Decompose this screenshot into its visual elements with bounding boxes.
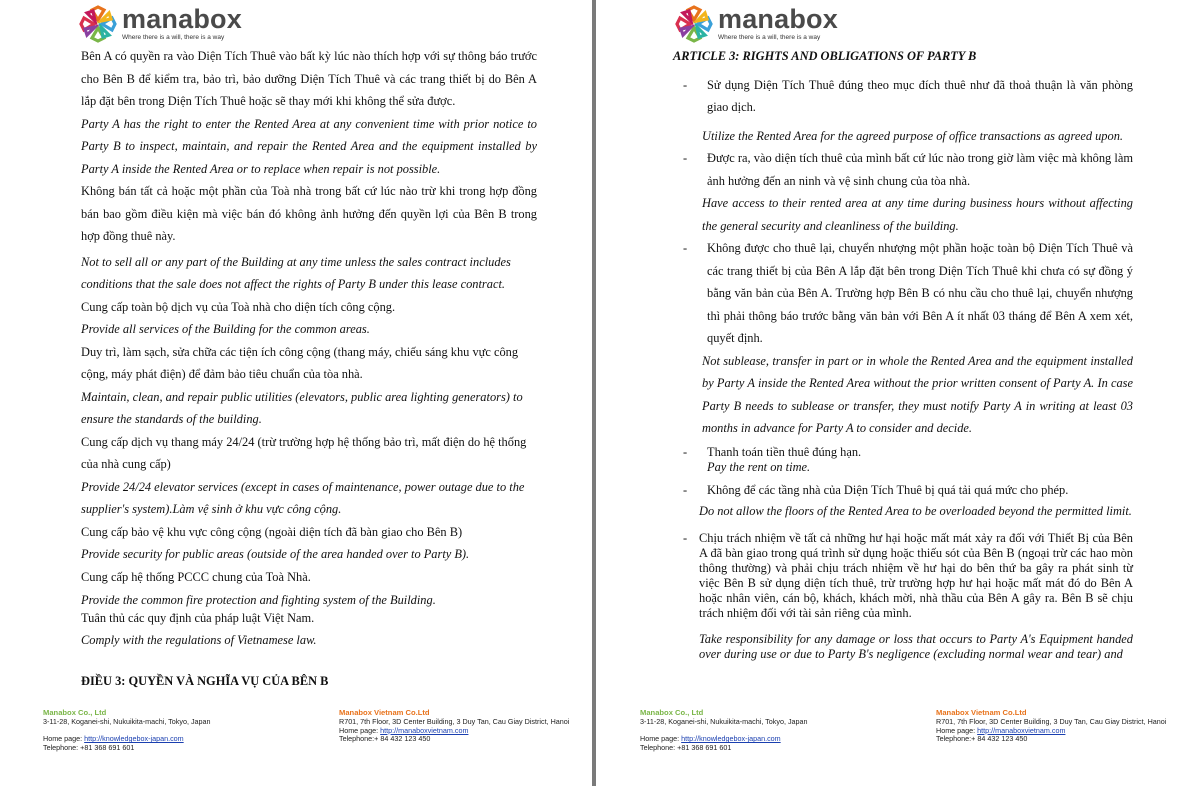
paragraph: Tuân thủ các quy định của pháp luật Việt Nam. xyxy=(81,611,315,625)
footer-link-jp[interactable]: http://knowledgebox-japan.com xyxy=(84,734,184,744)
paragraph: Provide 24/24 elevator services (except in cases of maintenance, power outage due to the supplier's system).Làm vệ sinh ở khu vực công cộng. xyxy=(81,479,525,516)
paragraph: Party A has the right to enter the Rented Area at any convenient time with prior notice to Party B to inspect, maintain, and repair the Rented Area and the equipment installed by Party A inside the Rented Area or to replace when repair is not possible. xyxy=(81,116,537,176)
manabox-flower-icon xyxy=(78,4,118,44)
footer-home-label: Home page: xyxy=(936,725,978,735)
list-item: - Chịu trách nhiệm về tất cả những hư hại hoặc mất mát xảy ra đối với Thiết Bị của Bên A đã bàn giao trong quá trình sử dụng hoặc thiếu sót của Bên B (ngoại trừ các hao mòn thông thường) và phải chịu trách nhiệm về hư hại do bên thứ ba gây ra phát sinh từ việc Bên B sử dụng diện tích thuê, trừ trường hợp hư hại hoặc mất mát đó do Bên A hoặc nhân viên, cán bộ, khách, khách mời, nhà thầu của Bên A gây ra. Bên B sẽ chịu trách nhiệm đối với tài sản riêng của mình. xyxy=(683,531,1133,620)
manabox-logo xyxy=(674,4,838,44)
brand-tagline: Where there is a will, there is a way xyxy=(718,34,821,41)
footer-home-label: Home page: xyxy=(640,734,682,744)
paragraph: Not to sell all or any part of the Building at any time unless the sales contract includes conditions that the sale does not affect the rights of Party B under this lease contract. xyxy=(81,254,511,291)
footer-company-vn: Manabox Vietnam Co.Ltd xyxy=(339,708,430,717)
paragraph: Cung cấp dịch vụ thang máy 24/24 (trừ trường hợp hệ thống bảo trì, mất điện do hệ thống của nhà cung cấp) xyxy=(81,434,527,471)
paragraph: Comply with the regulations of Vietnamese law. xyxy=(81,633,317,647)
left-body xyxy=(81,45,537,692)
paragraph: Not sublease, transfer in part or in whole the Rented Area and the equipment installed by Party A inside the Rented Area without the prior written consent of Party A. In case Party B needs to sublease or transfer, they must notify Party A in writing at least 03 months in advance for Party A to consider and decide. xyxy=(702,353,1133,435)
footer-company-jp: Manabox Co., Ltd xyxy=(43,708,107,717)
footer-company-jp: Manabox Co., Ltd xyxy=(640,708,704,717)
document-page-left xyxy=(0,0,592,786)
paragraph: Utilize the Rented Area for the agreed purpose of office transactions as agreed upon. xyxy=(702,128,1123,143)
footer-home-label: Home page: xyxy=(43,734,85,744)
footer-company-vn: Manabox Vietnam Co.Ltd xyxy=(936,708,1027,717)
footer-link-jp[interactable]: http://knowledgebox-japan.com xyxy=(681,734,781,744)
manabox-flower-icon xyxy=(674,4,714,44)
footer-address-jp: 3-11-28, Koganei-shi, Nukuikita-machi, Tokyo, Japan xyxy=(43,716,211,726)
paragraph: Duy trì, làm sạch, sửa chữa các tiện ích công cộng (thang máy, chiếu sáng khu vực công cộng, máy phát điện) để đảm bảo tiêu chuẩn của tòa nhà. xyxy=(81,344,519,381)
brand-name: manabox xyxy=(718,4,838,34)
paragraph: Provide the common fire protection and fighting system of the Building. xyxy=(81,593,436,607)
footer-phone-jp: Telephone: +81 368 691 601 xyxy=(43,743,135,753)
right-body xyxy=(673,45,1133,662)
list-item: - Sử dụng Diện Tích Thuê đúng theo mục đích thuê như đã thoả thuận là văn phòng giao dịch. xyxy=(683,77,1133,114)
paragraph: Have access to their rented area at any time during business hours without affecting the general security and cleanliness of the building. xyxy=(702,196,1133,233)
footer-phone-jp: Telephone: +81 368 691 601 xyxy=(640,743,732,753)
document-page-right xyxy=(596,0,1189,786)
list-item: - Thanh toán tiền thuê đúng hạn. Pay the rent on time. xyxy=(683,444,862,474)
paragraph: Cung cấp hệ thống PCCC chung của Toà Nhà. xyxy=(81,569,311,584)
footer-link-vn[interactable]: http://manaboxvietnam.com xyxy=(380,725,469,735)
footer-link-vn[interactable]: http://manaboxvietnam.com xyxy=(977,725,1066,735)
paragraph: Cung cấp toàn bộ dịch vụ của Toà nhà cho diện tích công cộng. xyxy=(81,299,396,314)
paragraph: Provide security for public areas (outside of the area handed over to Party B). xyxy=(81,547,470,561)
paragraph: Bên A có quyền ra vào Diện Tích Thuê vào bất kỳ lúc nào thích hợp với sự thông báo trước cho Bên B để kiểm tra, bảo trì, bảo dưỡng Diện Tích Thuê và các trang thiết bị do Bên A lắp đặt bên trong Diện Tích Thuê hoặc sẽ thay mới khi không thể sửa được. xyxy=(81,49,537,108)
paragraph: Take responsibility for any damage or loss that occurs to Party A's Equipment handed over during use or due to Party B's negligence (excluding normal wear and tear) and xyxy=(699,632,1133,661)
list-item: - Không để các tầng nhà của Diện Tích Thuê bị quá tải quá mức cho phép. xyxy=(683,482,1069,497)
paragraph: Provide all services of the Building for the common areas. xyxy=(81,322,370,336)
manabox-logo xyxy=(78,4,242,44)
list-item: - Được ra, vào diện tích thuê của mình bất cứ lúc nào trong giờ làm việc mà không làm ảnh hưởng đến an ninh và vệ sinh chung của tòa nhà. xyxy=(683,151,1133,188)
paragraph: Cung cấp bảo vệ khu vực công cộng (ngoài diện tích đã bàn giao cho Bên B) xyxy=(81,524,463,539)
section-heading: ĐIỀU 3: QUYỀN VÀ NGHĨA VỤ CỦA BÊN B xyxy=(81,673,329,688)
footer-address-vn: R701, 7th Floor, 3D Center Building, 3 Duy Tan, Cau Giay District, Hanoi xyxy=(936,716,1167,726)
footer-phone-vn: Telephone:+ 84 432 123 450 xyxy=(936,734,1028,744)
paragraph: Do not allow the floors of the Rented Area to be overloaded beyond the permitted limit. xyxy=(699,504,1132,518)
section-heading: ARTICLE 3: RIGHTS AND OBLIGATIONS OF PARTY B xyxy=(673,49,977,63)
list-item: - Không được cho thuê lại, chuyển nhượng một phần hoặc toàn bộ Diện Tích Thuê và các trang thiết bị của Bên A lắp đặt bên trong Diện Tích Thuê khi chưa có sự đồng ý bằng văn bản của Bên A. Trường hợp Bên B có nhu cầu cho thuê lại, chuyển nhượng thì phải thông báo trước bằng văn bản với Bên A ít nhất 03 tháng để Bên A xem xét, quyết định. xyxy=(683,241,1133,345)
footer-home-label: Home page: xyxy=(339,725,381,735)
footer-address-vn: R701, 7th Floor, 3D Center Building, 3 Duy Tan, Cau Giay District, Hanoi xyxy=(339,716,570,726)
paragraph: Không bán tất cả hoặc một phần của Toà nhà trong bất cứ lúc nào trừ khi trong hợp đồng bán bao gồm điều kiện mà việc bán đó không ảnh hưởng đến quyền lợi của Bên B trong hợp đồng thuê này. xyxy=(81,184,537,243)
footer-phone-vn: Telephone:+ 84 432 123 450 xyxy=(339,734,431,744)
footer-address-jp: 3-11-28, Koganei-shi, Nukuikita-machi, Tokyo, Japan xyxy=(640,716,808,726)
brand-tagline: Where there is a will, there is a way xyxy=(122,34,225,41)
paragraph: Maintain, clean, and repair public utilities (elevators, public area lighting generators) to ensure the standards of the building. xyxy=(81,389,523,426)
brand-name: manabox xyxy=(122,4,242,34)
